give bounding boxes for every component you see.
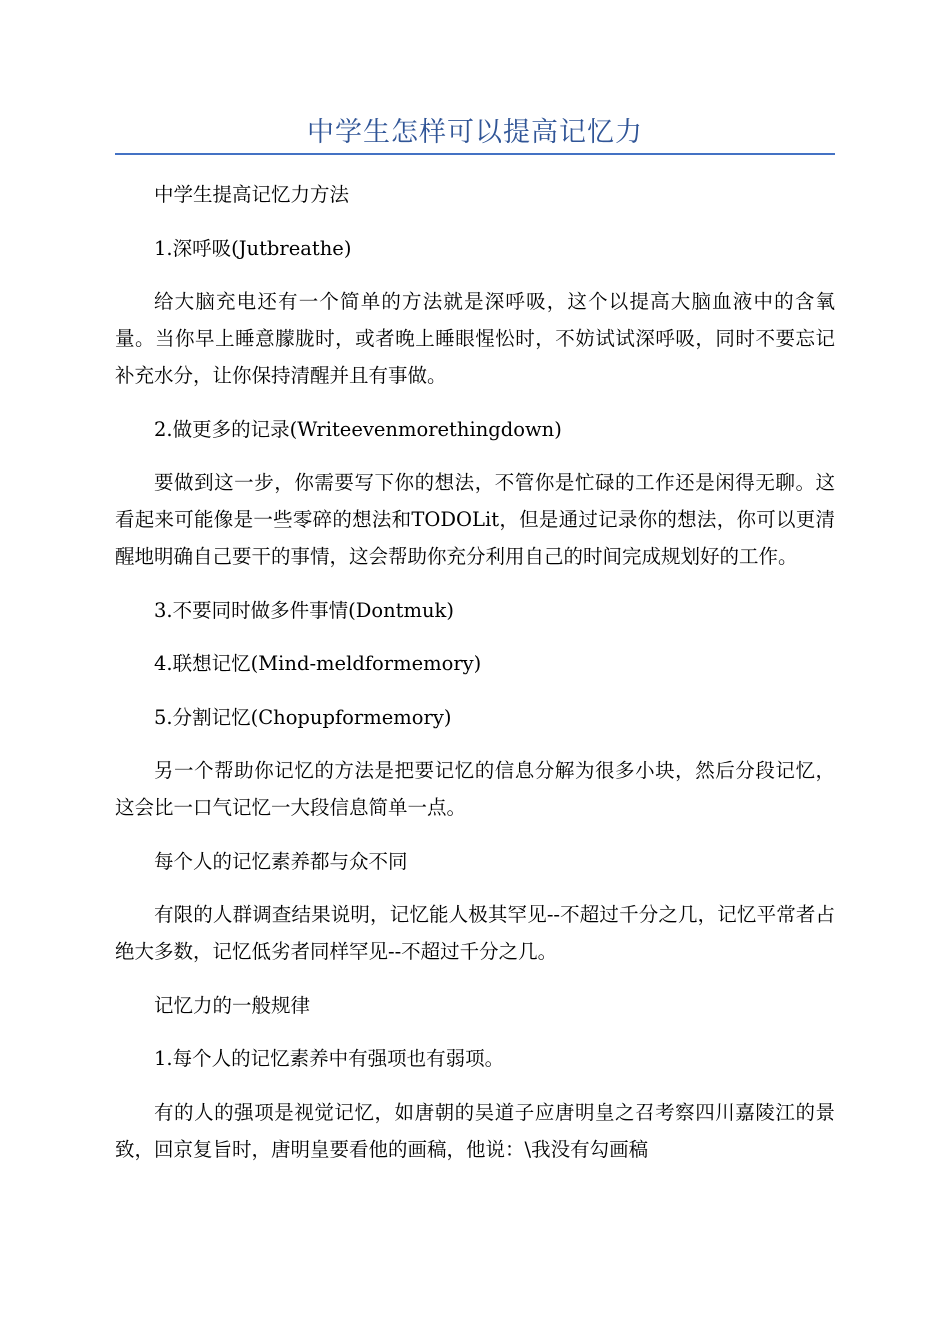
paragraph: 1.每个人的记忆素养中有强项也有弱项。 — [154, 1047, 505, 1070]
paragraph: 4.联想记忆(Mind-meldformemory) — [154, 652, 482, 675]
paragraph: 要做到这一步，你需要写下你的想法，不管你是忙碌的工作还是闲得无聊。这看起来可能像是一些零碎的想法和TODOLit，但是通过记录你的想法，你可以更清醒地明确自己要干的事情，这会帮助你充分利用自己的时间完成规划好的工作。 — [115, 471, 835, 568]
paragraph: 2.做更多的记录(Writeevenmorethingdown) — [154, 417, 562, 441]
paragraph: 3.不要同时做多件事情(Dontmuk) — [154, 598, 454, 622]
paragraph: 给大脑充电还有一个简单的方法就是深呼吸，这个以提高大脑血液中的含氧量。当你早上睡意朦胧时，或者晚上睡眼惺忪时，不妨试试深呼吸，同时不要忘记补充水分，让你保持清醒并且有事做。 — [115, 290, 835, 387]
paragraph: 中学生提高记忆力方法 — [154, 183, 350, 206]
document-body — [115, 176, 835, 1184]
paragraph: 另一个帮助你记忆的方法是把要记忆的信息分解为很多小块，然后分段记忆，这会比一口气记忆一大段信息简单一点。 — [115, 759, 835, 819]
paragraph: 记忆力的一般规律 — [154, 993, 311, 1017]
paragraph: 1.深呼吸(Jutbreathe) — [154, 236, 352, 260]
title-underline — [115, 153, 835, 155]
paragraph: 每个人的记忆素养都与众不同 — [154, 849, 408, 873]
paragraph: 有的人的强项是视觉记忆，如唐朝的吴道子应唐明皇之召考察四川嘉陵江的景致，回京复旨时，唐明皇要看他的画稿，他说：\我没有勾画稿 — [115, 1100, 835, 1161]
paragraph: 5.分割记忆(Chopupformemory) — [154, 705, 452, 729]
document-title: 中学生怎样可以提高记忆力 — [307, 117, 643, 148]
paragraph: 有限的人群调查结果说明，记忆能人极其罕见--不超过千分之几，记忆平常者占绝大多数，记忆低劣者同样罕见--不超过千分之几。 — [115, 903, 835, 963]
